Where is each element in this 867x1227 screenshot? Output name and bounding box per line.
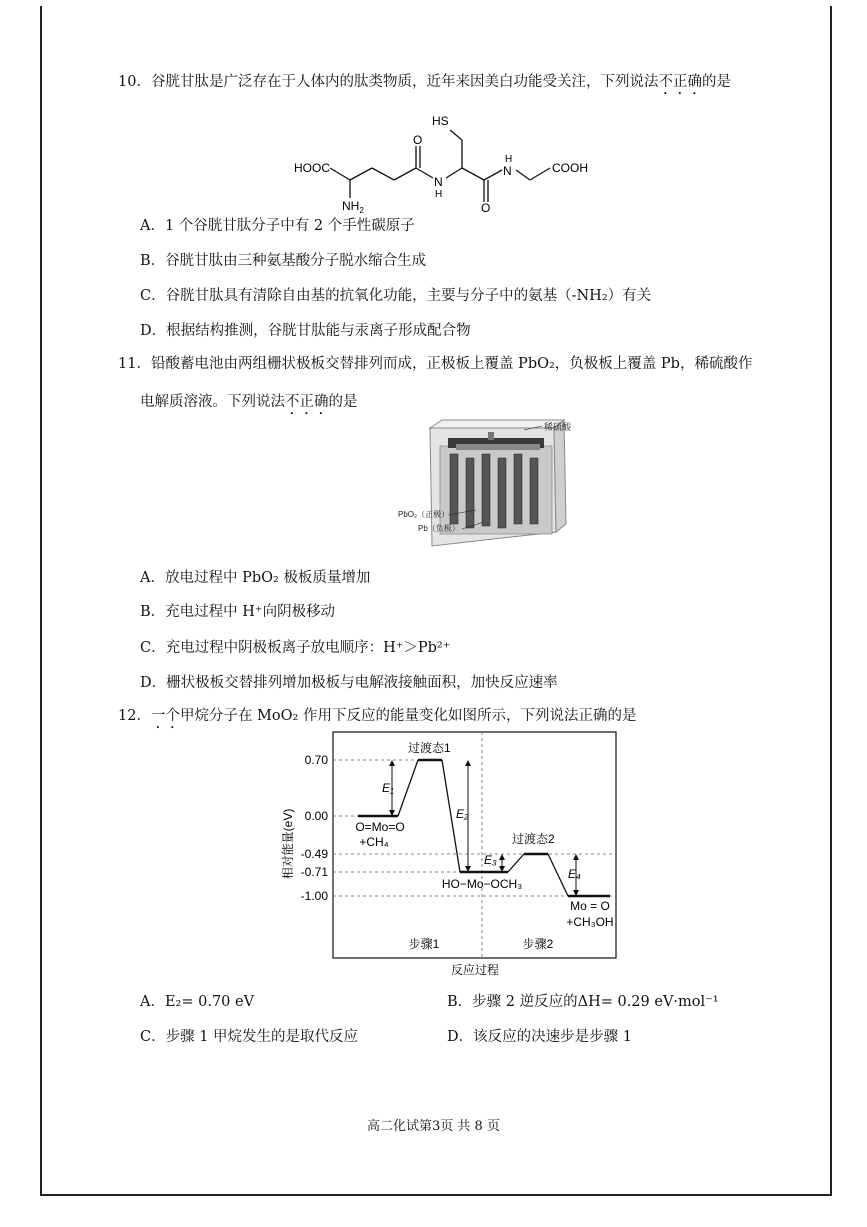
ytick-neg1.00: -1.00 <box>300 889 328 903</box>
e3-label: E₃ <box>484 853 497 867</box>
lead-acid-battery-figure <box>396 416 596 550</box>
e2-label: E₂ <box>456 807 469 821</box>
pb-negative-label: Pb（负极） <box>418 524 460 533</box>
glutathione-structure <box>280 104 610 216</box>
page-footer: 高二化试第3页 共 8 页 <box>367 1119 500 1134</box>
q11-option-a[interactable]: A．放电过程中 PbO₂ 极板质量增加 <box>140 570 371 586</box>
q10-option-a[interactable]: A．1 个谷胱甘肽分子中有 2 个手性碳原子 <box>140 218 415 234</box>
q12-option-a[interactable]: A．E₂= 0.70 eV <box>140 994 255 1010</box>
ts2-label: 过渡态2 <box>512 832 555 846</box>
x-axis-title: 反应过程 <box>450 963 500 977</box>
ytick-neg0.71: -0.71 <box>300 865 328 879</box>
hs-label: HS <box>432 114 449 128</box>
product-label-2: +CH₃OH <box>566 915 614 929</box>
svg-text:H: H <box>505 154 513 165</box>
intermediate-label: HO−Mo−OCH₃ <box>441 877 523 891</box>
reactant-label: O=Mo=O <box>355 820 405 834</box>
step2-label: 步骤2 <box>522 937 554 951</box>
q11-stem-cont: 电解质溶液。下列说法不正确的是 <box>140 394 358 410</box>
q10-option-c[interactable]: C．谷胱甘肽具有清除自由基的抗氧化功能，主要与分子中的氨基（-NH₂）有关 <box>140 288 652 304</box>
amide-n1-label: N <box>434 175 443 189</box>
q11-option-b[interactable]: B．充电过程中 H⁺向阴极移动 <box>140 604 336 620</box>
product-label: Mo = O <box>570 899 610 913</box>
q12-stem: 12．一个甲烷分子在 MoO₂ 作用下反应的能量变化如图所示，下列说法正确的是 <box>118 708 637 724</box>
dilute-sulfuric-acid-label: 稀硫酸 <box>544 422 572 432</box>
ytick-neg0.49: -0.49 <box>300 847 328 861</box>
q10-option-b[interactable]: B．谷胱甘肽由三种氨基酸分子脱水缩合生成 <box>140 253 427 269</box>
y-axis-title: 相对能量(eV) <box>281 808 295 880</box>
q11-stem: 11．铅酸蓄电池由两组栅状极板交替排列而成，正极板上覆盖 PbO₂，负极板上覆盖 Pb，稀硫酸作 <box>118 356 753 372</box>
q12-option-b[interactable]: B．步骤 2 逆反应的ΔH= 0.29 eV·mol⁻¹ <box>447 994 719 1010</box>
q12-option-d[interactable]: D．该反应的决速步是步骤 1 <box>447 1029 632 1045</box>
q12-option-c[interactable]: C．步骤 1 甲烷发生的是取代反应 <box>140 1029 359 1045</box>
o2-label: O <box>481 201 491 215</box>
amide-n2-label: N <box>503 164 512 178</box>
e1-label: E₁ <box>382 781 394 795</box>
ts1-label: 过渡态1 <box>408 741 451 755</box>
q11-option-d[interactable]: D．栅状极板交替排列增加极板与电解液接触面积，加快反应速率 <box>140 675 558 691</box>
pbo2-positive-label: PbO₂（正极） <box>398 510 450 519</box>
q10-option-d[interactable]: D．根据结构推测，谷胱甘肽能与汞离子形成配合物 <box>140 323 471 339</box>
step1-label: 步骤1 <box>408 937 440 951</box>
q11-option-c[interactable]: C．充电过程中阴极板离子放电顺序：H⁺＞Pb²⁺ <box>140 640 451 656</box>
reactant-label-2: +CH₄ <box>359 835 389 849</box>
cooh-label: COOH <box>552 161 588 175</box>
ytick-0.70: 0.70 <box>304 753 328 767</box>
o1-label: O <box>413 133 423 147</box>
svg-text:H: H <box>435 189 443 200</box>
energy-diagram <box>270 726 650 982</box>
nh2-label: $NH_2$ <box>342 199 364 215</box>
e4-label: E₄ <box>568 867 581 881</box>
q10-stem: 10．谷胱甘肽是广泛存在于人体内的肽类物质，近年来因美白功能受关注，下列说法不正确的是 <box>118 74 731 90</box>
ytick-0.00: 0.00 <box>304 809 328 823</box>
hooc-label: HOOC <box>294 161 330 175</box>
